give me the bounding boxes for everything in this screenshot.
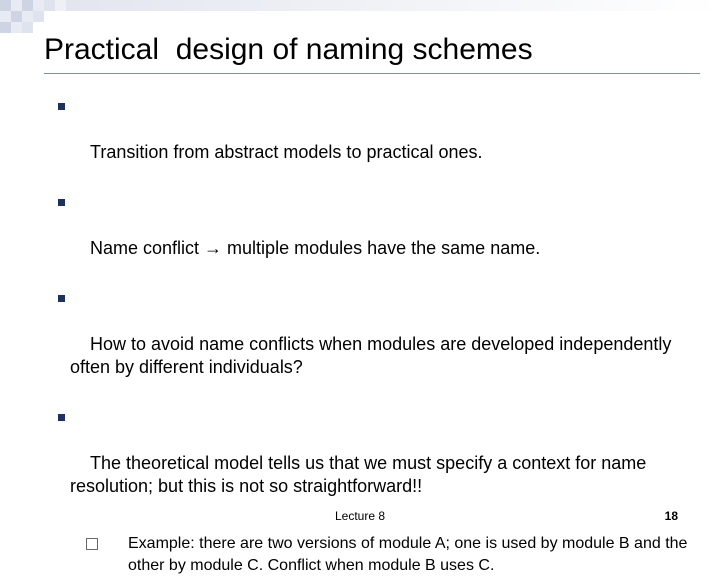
- page-number: 18: [664, 509, 678, 523]
- square-bullet-icon: [58, 199, 65, 206]
- bullet-item: [44, 95, 684, 187]
- bullet-item: [44, 287, 684, 402]
- sub-bullet-text: Example: there are two versions of module A; one is used by module B and the other by module C. Conflict when module B uses C.: [128, 535, 688, 574]
- bullet-item: [44, 191, 684, 283]
- bullet-text: Name conflict → multiple modules have the same name.: [90, 238, 541, 258]
- bullet-text: The theoretical model tells us that we must specify a context for name resolution; but this is not so straightforward!!: [70, 453, 652, 496]
- title-divider: [44, 73, 700, 74]
- bullet-text: How to avoid name conflicts when modules are developed independently often by different individuals?: [70, 334, 677, 377]
- bullet-list: [44, 95, 688, 577]
- bullet-item: [44, 406, 684, 521]
- square-bullet-icon: [58, 414, 65, 421]
- bullet-text: Transition from abstract models to practical ones.: [90, 142, 483, 162]
- square-bullet-icon: [58, 295, 65, 302]
- square-bullet-icon: [58, 103, 65, 110]
- header-checker-pattern: [0, 0, 720, 34]
- footer-lecture-label: Lecture 8: [335, 509, 386, 523]
- slide-title: Practical design of naming schemes: [44, 33, 533, 66]
